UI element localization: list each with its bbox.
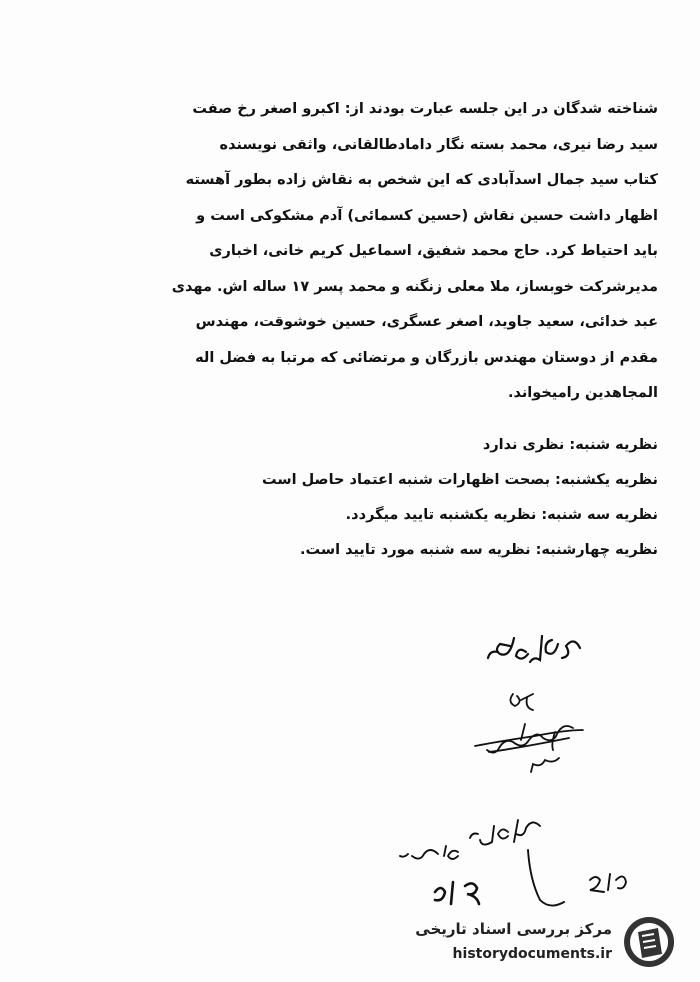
body-line-2: سید رضا نیری، محمد بسته نگار دامادطالقانی، واثقی نویسنده bbox=[219, 136, 658, 153]
opinion-tuesday: نظریه سه شنبه: نظریه یکشنبه تایید میگردد. bbox=[345, 507, 658, 523]
archive-logo-icon bbox=[620, 914, 678, 970]
opinion-sunday: نظریه یکشنبه: بصحت اظهارات شنبه اعتماد حاصل است bbox=[261, 472, 658, 488]
body-line-1: شناخته شدگان در این جلسه عبارت بودند از: اکبرو اصغر رخ صفت bbox=[192, 101, 658, 117]
handwritten-number bbox=[425, 872, 495, 912]
opinions-block bbox=[58, 428, 658, 568]
opinion-saturday: نظریه شنبه: نظری ندارد bbox=[482, 437, 658, 453]
opinion-wednesday: نظریه چهارشنبه: نظریه سه شنبه مورد تایید است. bbox=[299, 542, 658, 558]
body-line-3: کتاب سید جمال اسدآبادی که این شخص به نقاش زاده بطور آهسته bbox=[185, 172, 658, 188]
body-line-9: المجاهدین رامیخواند. bbox=[507, 385, 658, 401]
body-line-5: باید احتیاط کرد. حاج محمد شفیق، اسماعیل کریم خانی، اخباری bbox=[209, 243, 658, 259]
body-line-7: عبد خدائی، سعید جاوید، اصغر عسگری، حسین خوشوقت، مهندس bbox=[195, 314, 658, 330]
handwritten-note-1 bbox=[480, 618, 590, 670]
handwritten-date bbox=[520, 840, 630, 910]
watermark-title: مرکز بررسی اسناد تاریخی bbox=[415, 920, 612, 938]
body-line-8: مقدم از دوستان مهندس بازرگان و مرتضائی که مرتبا به فضل اله bbox=[195, 349, 658, 366]
archive-watermark bbox=[410, 912, 690, 972]
watermark-url: historydocuments.ir bbox=[452, 946, 612, 962]
handwritten-note-2 bbox=[455, 688, 585, 798]
body-line-6: مدیرشرکت خوبساز، ملا معلی زنگنه و محمد پسر ۱۷ ساله اش. مهدی bbox=[171, 278, 658, 295]
body-line-4: اظهار داشت حسین نقاش (حسین کسمائی) آدم مشکوکی است و bbox=[196, 207, 658, 224]
report-body bbox=[58, 92, 658, 412]
